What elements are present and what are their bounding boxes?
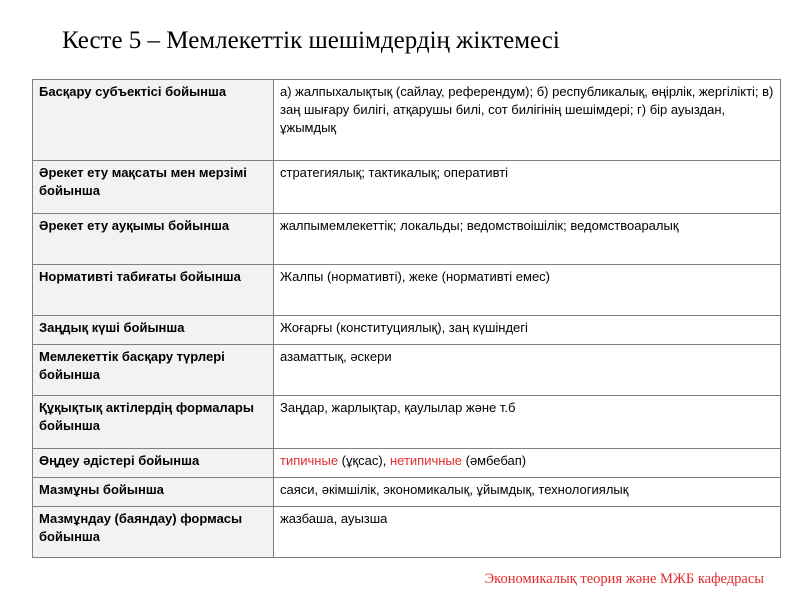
value-cell: стратегиялық; тактикалық; оперативті [274, 161, 781, 214]
value-cell: а) жалпыхалықтық (сайлау, референдум); б) республикалық, өңірлік, жергілікті; в) заң шығару билігі, атқарушы билі, сот билігінің шешімдері; г) бір ауыздан, ұжымдық [274, 80, 781, 161]
table-row [33, 345, 781, 396]
criterion-cell: Өңдеу әдістері бойынша [33, 449, 274, 478]
value-cell: саяси, әкімшілік, экономикалық, ұйымдық, технологиялық [274, 478, 781, 507]
table-row [33, 265, 781, 316]
table-row [33, 80, 781, 161]
value-cell: жалпымемлекеттік; локальды; ведомствоішілік; ведомствоаралық [274, 214, 781, 265]
highlighted-term: типичные [280, 453, 339, 468]
value-cell: жазбаша, ауызша [274, 507, 781, 558]
classification-table [32, 79, 781, 558]
criterion-cell: Нормативті табиғаты бойынша [33, 265, 274, 316]
department-footer: Экономикалық теория және МЖБ кафедрасы [484, 571, 764, 587]
criterion-cell: Мазмұны бойынша [33, 478, 274, 507]
value-cell: азаматтық, әскери [274, 345, 781, 396]
criterion-cell: Құқықтық актілердің формалары бойынша [33, 396, 274, 449]
table-row [33, 161, 781, 214]
table-row [33, 507, 781, 558]
table-row [33, 214, 781, 265]
table-row [33, 396, 781, 449]
page-title: Кесте 5 – Мемлекеттік шешімдердің жіктемесі [62, 27, 560, 54]
criterion-cell: Әрекет ету мақсаты мен мерзімі бойынша [33, 161, 274, 214]
value-cell: Заңдар, жарлықтар, қаулылар және т.б [274, 396, 781, 449]
term-gloss: (әмбебап) [462, 453, 527, 468]
criterion-cell: Әрекет ету ауқымы бойынша [33, 214, 274, 265]
highlighted-term: нетипичные [389, 453, 462, 468]
criterion-cell: Басқару субъектісі бойынша [33, 80, 274, 161]
criterion-cell: Мазмұндау (баяндау) формасы бойынша [33, 507, 274, 558]
criterion-cell: Мемлекеттік басқару түрлері бойынша [33, 345, 274, 396]
table-row [33, 316, 781, 345]
table-row [33, 449, 781, 478]
value-cell: Жалпы (нормативті), жеке (нормативті емес) [274, 265, 781, 316]
table-row [33, 478, 781, 507]
value-cell: Жоғарғы (конституциялық), заң күшіндегі [274, 316, 781, 345]
criterion-cell: Заңдық күші бойынша [33, 316, 274, 345]
term-gloss: (ұқсас), [338, 453, 390, 468]
value-cell [274, 449, 781, 478]
